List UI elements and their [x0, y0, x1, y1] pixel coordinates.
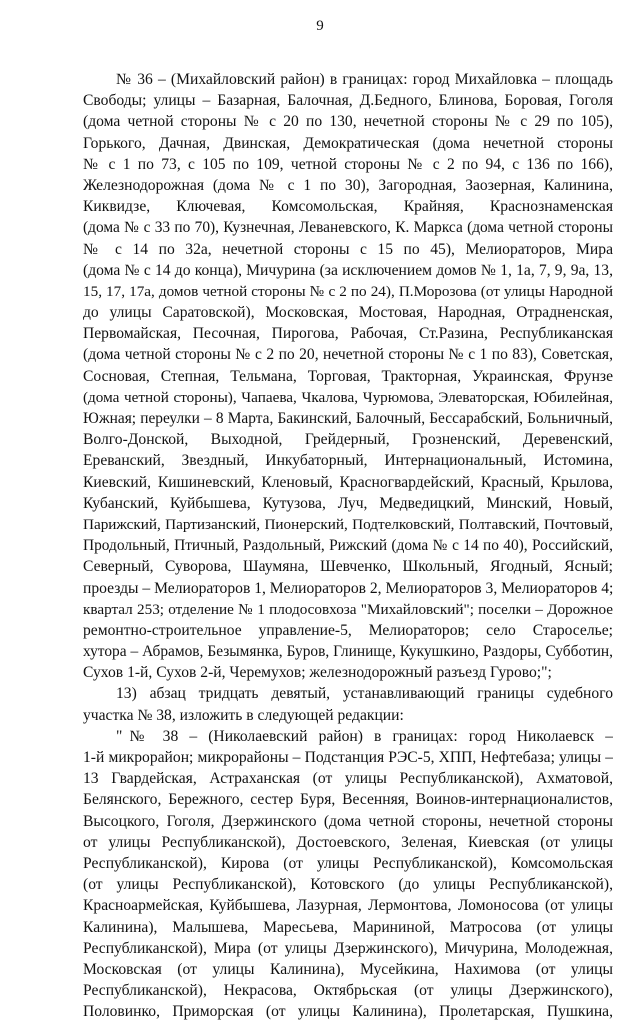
text-line: (дома четной стороны), Чапаева, Чкалова, Чурюмова, Элеваторская, Юбилейная, [83, 388, 613, 406]
text-line: Первомайская, Песочная, Пирогова, Рабочая, Ст.Разина, Республиканская [83, 325, 613, 343]
text-line: (дома № с 33 по 70), Кузнечная, Леваневского, К. Маркса (дома четной стороны [83, 219, 613, 237]
text-line: Красноармейская, Куйбышева, Лазурная, Лермонтова, Ломоносова (от улицы [83, 897, 613, 915]
text-line: (дома четной стороны № с 2 по 20, нечетной стороны № с 1 по 83), Советская, [83, 346, 613, 364]
text-line: от улицы Республиканской), Достоевского, Зеленая, Киевская (от улицы [83, 833, 613, 851]
text-line: Южная; переулки – 8 Марта, Бакинский, Балочный, Бессарабский, Больничный, [83, 410, 613, 427]
text-line: Свободы; улицы – Базарная, Балочная, Д.Бедного, Блинова, Боровая, Гоголя [83, 92, 613, 110]
text-line: Сухов 1-й, Сухов 2-й, Черемухов; железнодорожный разъезд Гурово;"; [83, 664, 552, 682]
text-line: 1-й микрорайон; микрорайоны – Подстанция РЭС-5, ХПП, Нефтебаза; улицы – [83, 749, 613, 766]
text-line: Московская (от улицы Калинина), Мусейкина, Нахимова (от улицы [83, 960, 613, 978]
text-line: 13) абзац тридцать девятый, устанавливающий границы судебного [116, 685, 613, 703]
text-line: (дома № с 14 до конца), Мичурина (за исключением домов № 1, 1а, 7, 9, 9а, 13, [83, 261, 613, 279]
text-line: Продольный, Птичный, Раздольный, Рижский (дома № с 14 по 40), Российский, [83, 537, 613, 555]
text-line: ремонтно-строительное управление-5, Мелиораторов; село Староселье; [83, 621, 613, 639]
text-line: Парижский, Партизанский, Пионерский, Подтелковский, Полтавский, Почтовый, [83, 515, 613, 533]
text-line: квартал 253; отделение № 1 плодосовхоза "Михайловский"; поселки – Дорожное [83, 600, 613, 618]
text-line: хутора – Абрамов, Безымянка, Буров, Глинище, Кукушкино, Раздоры, Субботин, [83, 643, 613, 661]
text-line: № с 14 по 32а, нечетной стороны с 15 по 45), Мелиораторов, Мира [83, 240, 613, 258]
text-line: Высоцкого, Гоголя, Дзержинского (дома четной стороны, нечетной стороны [83, 812, 613, 830]
document-body-text [83, 69, 613, 1022]
text-line: Железнодорожная (дома № с 1 по 30), Загородная, Заозерная, Калинина, [83, 176, 613, 194]
text-line: (от улицы Республиканской), Котовского (до улицы Республиканской), [83, 876, 613, 894]
text-line: 13 Гвардейская, Астраханская (от улицы Республиканской), Ахматовой, [83, 770, 613, 788]
text-line: Горького, Дачная, Двинская, Демократическая (дома нечетной стороны [83, 134, 613, 152]
text-line: (дома четной стороны № с 20 по 130, нечетной стороны № с 29 по 105), [83, 113, 613, 131]
text-line: "№ 38 – (Николаевский район) в границах: город Николаевск – [116, 727, 613, 745]
text-line: Калинина), Малышева, Маресьева, Марининой, Матросова (от улицы [83, 918, 613, 936]
text-line: Киквидзе, Ключевая, Комсомольская, Крайняя, Краснознаменская [83, 198, 613, 216]
text-line: Республиканской), Кирова (от улицы Республиканской), Комсомольская [83, 854, 613, 872]
text-line: 15, 17, 17а, домов четной стороны № с 2 по 24), П.Морозова (от улицы Народной [83, 282, 613, 300]
text-line: Киевский, Кишиневский, Кленовый, Красногвардейский, Красный, Крылова, [83, 473, 613, 491]
text-line: Половинко, Приморская (от улицы Калинина), Пролетарская, Пушкина, [83, 1003, 613, 1021]
text-line: Северный, Суворова, Шаумяна, Шевченко, Школьный, Ягодный, Ясный; [83, 558, 613, 576]
text-line: Волго-Донской, Выходной, Грейдерный, Грозненский, Деревенский, [83, 431, 613, 449]
page-number: 9 [316, 18, 324, 34]
text-line: Сосновая, Степная, Тельмана, Торговая, Тракторная, Украинская, Фрунзе [83, 367, 613, 385]
text-line: № с 1 по 73, с 105 по 109, четной стороны № с 2 по 94, с 136 по 166), [83, 155, 613, 173]
text-line: проезды – Мелиораторов 1, Мелиораторов 2, Мелиораторов 3, Мелиораторов 4; [83, 579, 613, 597]
text-line: до улицы Саратовской), Московская, Мостовая, Народная, Отрадненская, [83, 304, 613, 322]
text-line: Ереванский, Звездный, Инкубаторный, Интернациональный, Истомина, [83, 452, 613, 470]
text-line: № 36 – (Михайловский район) в границах: город Михайловка – площадь [116, 71, 613, 88]
text-line: Республиканской), Некрасова, Октябрьская (от улицы Дзержинского), [83, 982, 613, 1000]
text-line: Кубанский, Куйбышева, Кутузова, Луч, Медведицкий, Минский, Новый, [83, 494, 613, 512]
text-line: Белянского, Бережного, сестер Буря, Весенняя, Воинов-интернационалистов, [83, 791, 613, 809]
text-line: участка № 38, изложить в следующей редакции: [83, 706, 404, 724]
text-line: Республиканской), Мира (от улицы Дзержинского), Мичурина, Молодежная, [83, 939, 613, 957]
